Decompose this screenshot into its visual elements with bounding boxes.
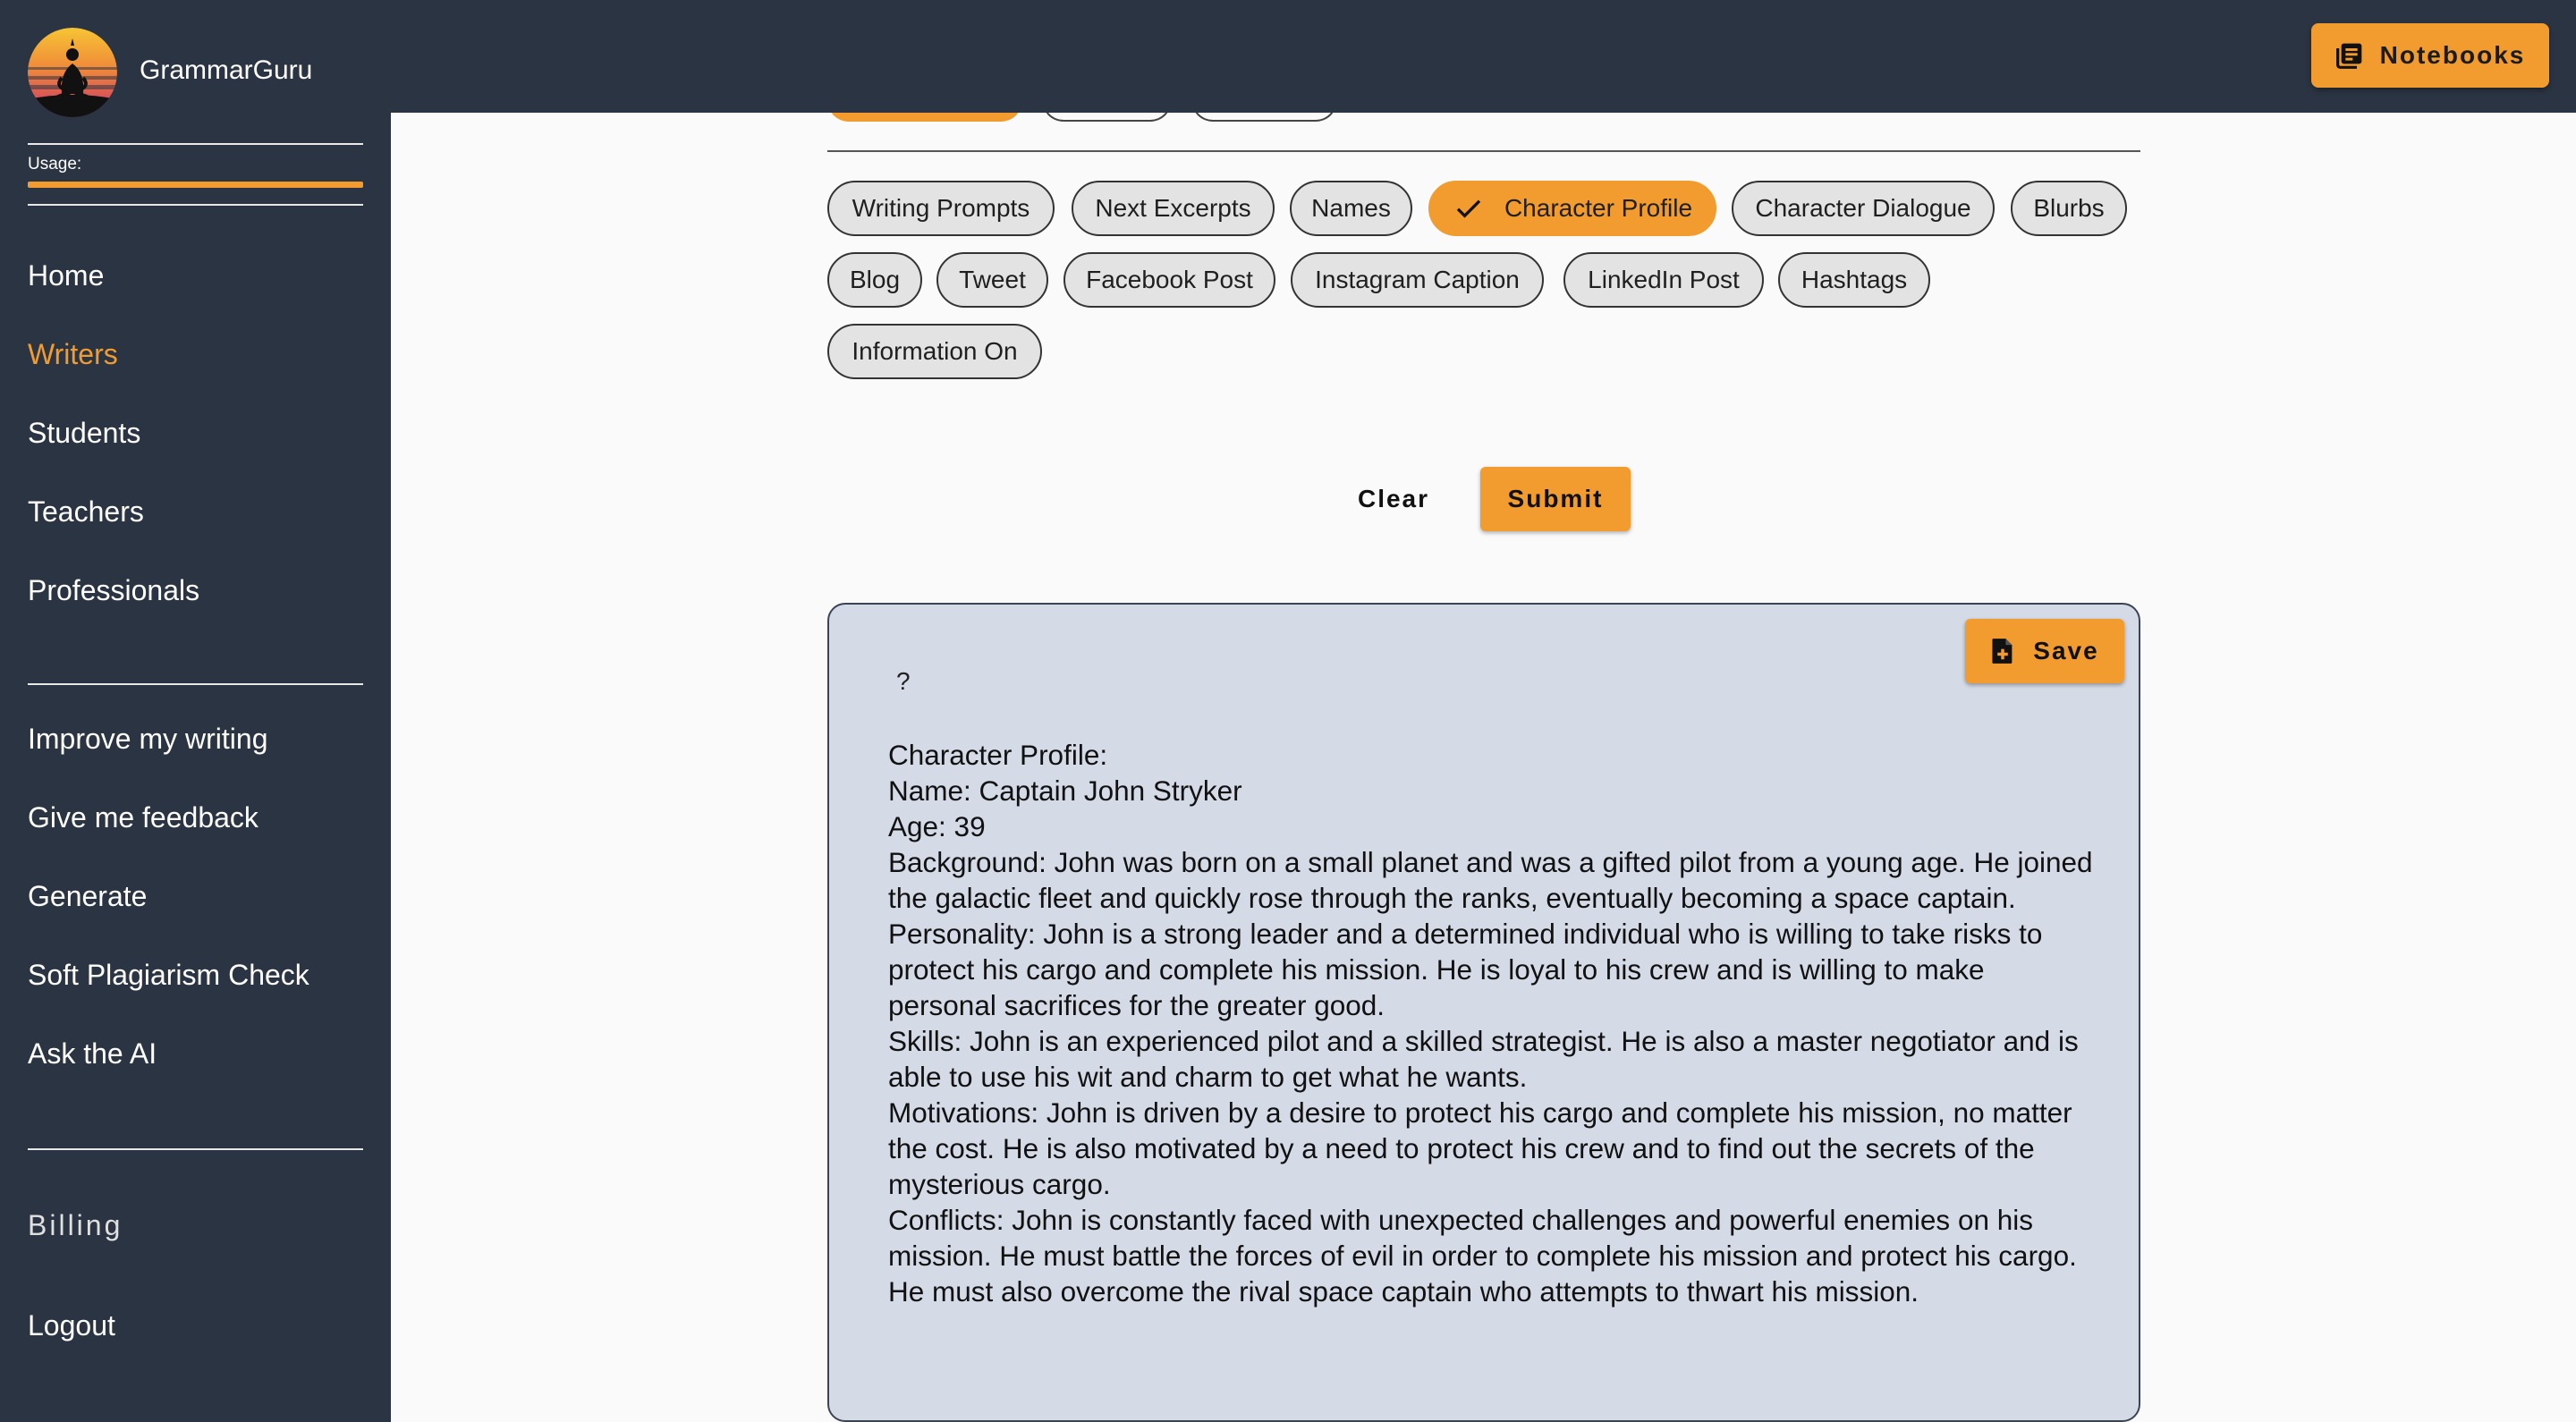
chip-label: LinkedIn Post (1588, 266, 1740, 293)
divider (28, 1148, 363, 1150)
chip-linkedin-post[interactable] (1563, 252, 1764, 308)
file-plus-icon (1990, 638, 2015, 664)
chip-label: Instagram Caption (1315, 266, 1520, 293)
submit-button[interactable]: Submit (1480, 467, 1631, 531)
sidebar-item-writers[interactable]: Writers (28, 338, 118, 370)
chip-label: Writing Prompts (852, 194, 1030, 222)
chip-label: Blog (849, 266, 901, 293)
sidebar-item-ask-the-ai[interactable]: Ask the AI (28, 1037, 157, 1070)
generated-output-text: Character Profile: Name: Captain John Stryker Age: 39 Background: John was born on a small planet and was a gifted pilot from a young age. He joined the galactic fleet and quickly rose through the ranks, eventually becoming a space captain. Personality: John is a strong leader and a determined individual who is willing to take risks to protect his cargo and complete his mission. He is loyal to his crew and is willing to make personal sacrifices for the greater good. Skills: John is an experienced pilot and a skilled strategist. He is also a master negotiator and is able to use his wit and charm to get what he wants. Motivations: John is driven by a desire to protect his cargo and complete his mission, no matter the cost. He is also motivated by a need to protect his crew and to find out the secrets of the mysterious cargo. Conflicts: John is constantly faced with unexpected challenges and powerful enemies on his mission. He must battle the forces of evil in order to complete his mission and protect his cargo. He must also overcome the rival space captain who attempts to thwart his mission. (888, 739, 2093, 1308)
chip-blurbs[interactable] (2011, 181, 2127, 236)
sidebar-item-give-me-feedback[interactable]: Give me feedback (28, 801, 258, 834)
chip-character-profile[interactable] (1428, 181, 1716, 236)
chip-tweet[interactable] (936, 252, 1048, 308)
chip-label: Names (1311, 194, 1391, 222)
chip-label: Hashtags (1801, 266, 1908, 293)
save-label: Save (2033, 637, 2099, 664)
chip-label: Next Excerpts (1095, 194, 1251, 222)
prompt-echo: ? (896, 667, 911, 695)
app-logo[interactable] (28, 28, 117, 117)
sidebar-item-professionals[interactable]: Professionals (28, 574, 200, 606)
chip-label: Character Profile (1504, 194, 1693, 222)
output-panel (827, 603, 2140, 1422)
check-icon (1453, 192, 1485, 224)
save-button[interactable] (1965, 619, 2124, 683)
chip-blog[interactable] (827, 252, 922, 308)
chip-information-on[interactable] (827, 324, 1042, 379)
sidebar (0, 0, 391, 1422)
divider (28, 204, 363, 206)
notebook-icon (2335, 41, 2364, 70)
notebooks-label: Notebooks (2379, 41, 2526, 69)
divider (28, 683, 363, 685)
meditation-logo-icon (28, 28, 117, 117)
usage-label: Usage: (28, 155, 82, 174)
sidebar-item-generate[interactable]: Generate (28, 880, 148, 912)
divider (28, 143, 363, 145)
chip-writing-prompts[interactable] (827, 181, 1055, 236)
sidebar-item-improve-my-writing[interactable]: Improve my writing (28, 723, 268, 755)
chip-label: Blurbs (2033, 194, 2105, 222)
chip-label: Character Dialogue (1755, 194, 1971, 222)
clear-button[interactable]: Clear (1357, 485, 1430, 512)
chip-next-excerpts[interactable] (1072, 181, 1275, 236)
sidebar-item-students[interactable]: Students (28, 417, 141, 449)
section-divider (827, 150, 2140, 152)
chip-names[interactable] (1290, 181, 1412, 236)
chip-hashtags[interactable] (1778, 252, 1930, 308)
sidebar-item-soft-plagiarism-check[interactable]: Soft Plagiarism Check (28, 959, 309, 991)
chip-instagram-caption[interactable] (1291, 252, 1544, 308)
chip-label: Tweet (959, 266, 1026, 293)
notebooks-button[interactable] (2311, 23, 2549, 88)
chip-label: Information On (852, 337, 1018, 365)
usage-bar (28, 182, 363, 188)
chip-facebook-post[interactable] (1063, 252, 1275, 308)
app-name[interactable]: GrammarGuru (140, 55, 313, 85)
sidebar-item-teachers[interactable]: Teachers (28, 495, 144, 528)
chip-label: Facebook Post (1086, 266, 1253, 293)
sidebar-item-home[interactable]: Home (28, 259, 105, 292)
usage-bar-fill (28, 182, 363, 188)
sidebar-item-logout[interactable]: Logout (28, 1309, 115, 1342)
chip-character-dialogue[interactable] (1732, 181, 1995, 236)
sidebar-item-billing[interactable]: Billing (28, 1209, 123, 1241)
